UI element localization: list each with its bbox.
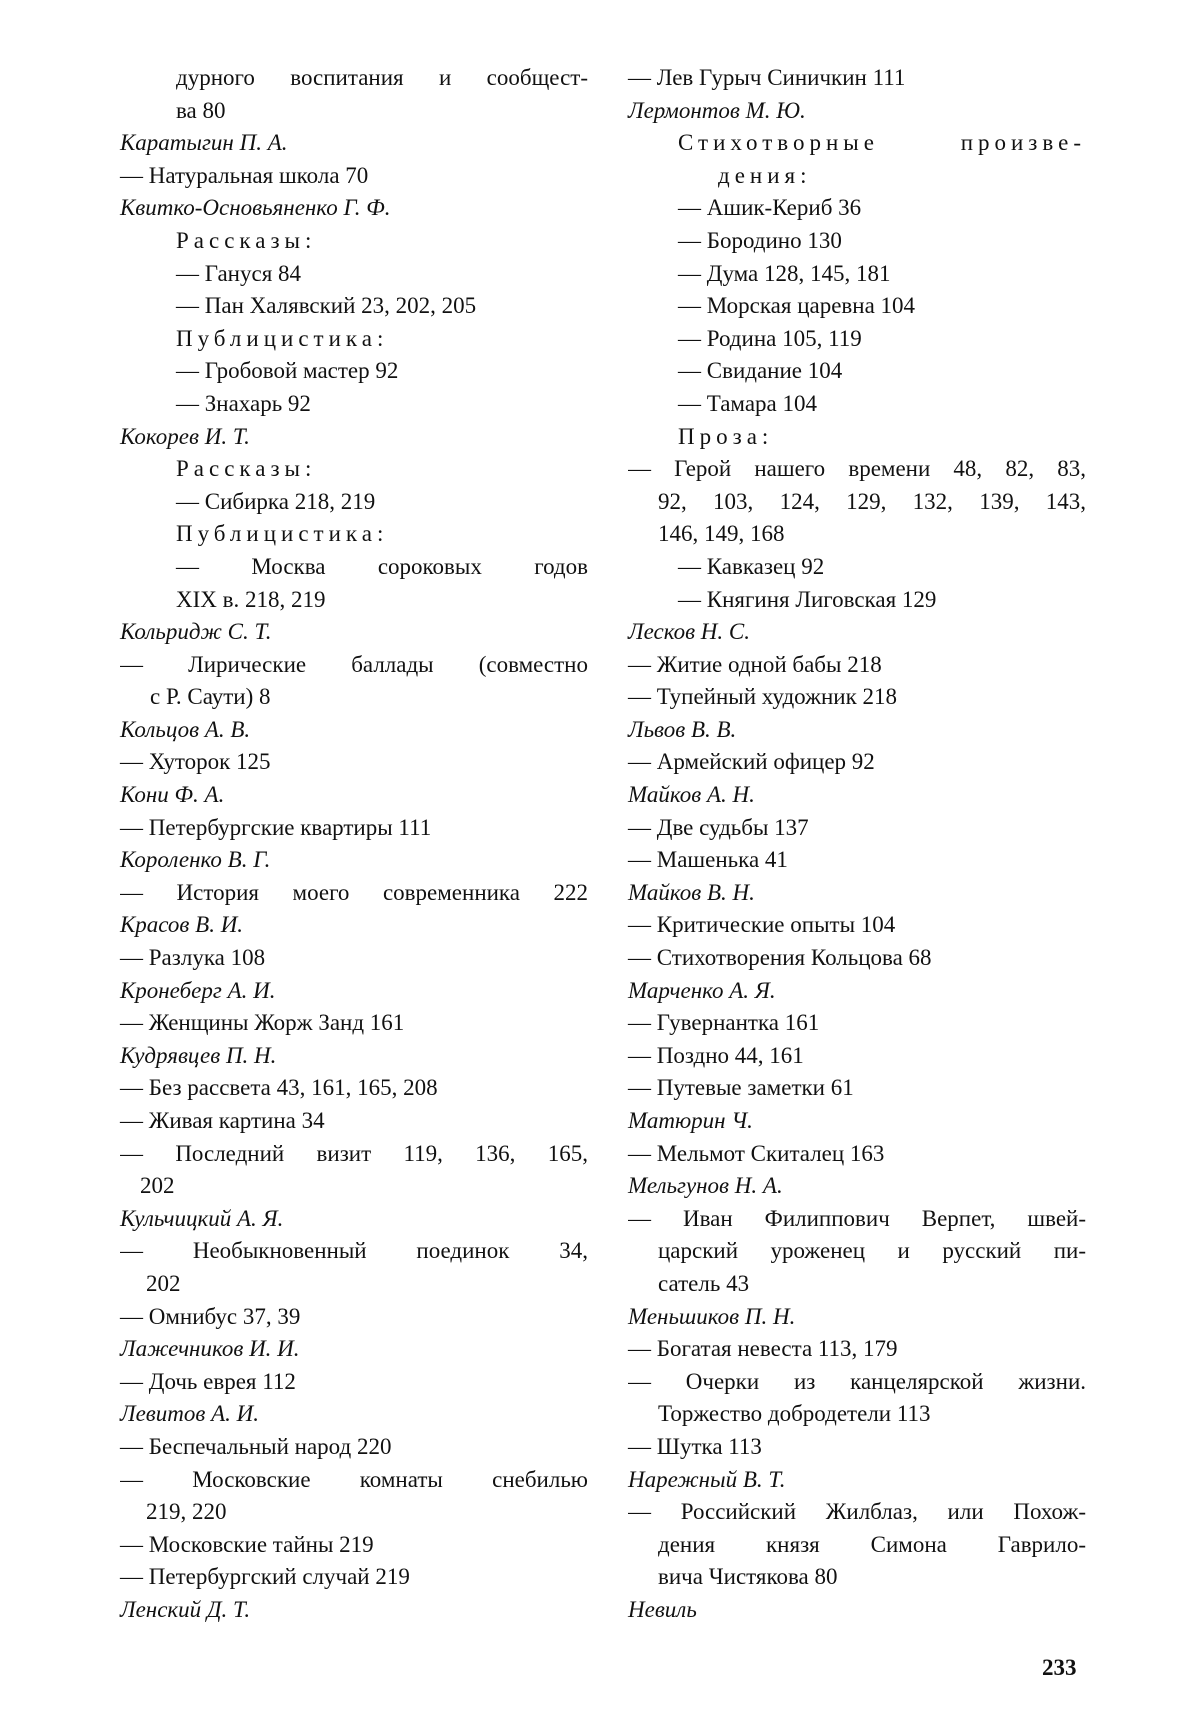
- index-work-entry: — Последний визит 119, 136, 165,: [120, 1140, 588, 1166]
- index-work-entry: — Морская царевна 104: [678, 293, 916, 319]
- index-work-entry: — Гробовой мастер 92: [176, 358, 399, 384]
- index-author: Каратыгин П. А.: [120, 130, 288, 156]
- index-work-entry: — Родина 105, 119: [678, 325, 862, 351]
- index-work-entry: — Мельмот Скиталец 163: [628, 1140, 885, 1166]
- index-work-entry: — Лирические баллады (совместно: [120, 651, 588, 677]
- index-work-entry: — Армейский офицер 92: [628, 749, 875, 775]
- index-work-entry: — История моего современника 222: [120, 879, 588, 905]
- index-author: Левитов А. И.: [120, 1401, 260, 1427]
- index-entry-continuation: вича Чистякова 80: [658, 1564, 838, 1590]
- index-work-entry: — Лев Гурыч Синичкин 111: [628, 65, 906, 90]
- index-work-entry: — Беспечальный народ 220: [120, 1433, 392, 1459]
- index-work-entry: — Московские тайны 219: [120, 1531, 374, 1557]
- index-author: Ленский Д. Т.: [120, 1596, 251, 1622]
- index-entry-continuation: дурного воспитания и сообщест-: [176, 65, 588, 90]
- index-work-entry: — Московские комнаты снебилью: [120, 1466, 588, 1492]
- index-work-entry: — Свидание 104: [678, 358, 843, 384]
- index-work-entry: — Без рассвета 43, 161, 165, 208: [120, 1075, 438, 1101]
- index-work-entry: — Иван Филиппович Верпет, швей-: [628, 1205, 1086, 1231]
- index-work-entry: — Гануся 84: [176, 260, 302, 286]
- index-work-entry: — Кавказец 92: [678, 553, 825, 579]
- index-work-entry: — Критические опыты 104: [628, 912, 896, 938]
- index-work-entry: — Знахарь 92: [176, 390, 311, 416]
- index-work-entry: — Российский Жилблаз, или Похож-: [628, 1499, 1086, 1525]
- index-entry-continuation: сатель 43: [658, 1270, 750, 1296]
- index-entry-continuation: дения князя Симона Гаврило-: [658, 1531, 1086, 1557]
- index-section-heading: Стихотворные произве-: [678, 130, 1086, 156]
- index-work-entry: — Петербургский случай 219: [120, 1564, 410, 1590]
- index-work-entry: — Пан Халявский 23, 202, 205: [176, 293, 477, 319]
- index-author: Мельгунов Н. А.: [628, 1173, 783, 1199]
- index-work-entry: — Тамара 104: [678, 390, 817, 416]
- index-work-entry: — Петербургские квартиры 111: [120, 814, 432, 840]
- index-work-entry: — Княгиня Лиговская 129: [678, 586, 937, 612]
- index-entry-continuation: Торжество добродетели 113: [658, 1401, 931, 1427]
- index-author: Лажечников И. И.: [120, 1336, 300, 1362]
- index-section-heading: Публицистика:: [176, 521, 389, 547]
- index-entry-continuation: с Р. Саути) 8: [150, 684, 271, 710]
- index-author: Красов В. И.: [120, 912, 244, 938]
- index-entry-continuation: XIX в. 218, 219: [176, 586, 326, 612]
- index-work-entry: — Поздно 44, 161: [628, 1042, 804, 1068]
- index-work-entry: — Хуторок 125: [120, 749, 271, 775]
- index-author: Матюрин Ч.: [628, 1108, 753, 1133]
- index-author: Кронеберг А. И.: [120, 977, 276, 1003]
- index-work-entry: — Гувернантка 161: [628, 1010, 820, 1036]
- index-work-entry: — Разлука 108: [120, 945, 266, 971]
- index-work-entry: — Тупейный художник 218: [628, 684, 898, 710]
- index-author: Квитко-Основьяненко Г. Ф.: [120, 195, 391, 221]
- index-work-entry: — Житие одной бабы 218: [628, 651, 882, 677]
- index-work-entry: — Сибирка 218, 219: [176, 488, 376, 514]
- index-work-entry: — Дума 128, 145, 181: [678, 260, 891, 286]
- index-work-entry: — Шутка 113: [628, 1433, 762, 1459]
- index-section-heading: Рассказы:: [176, 227, 317, 253]
- index-author: Кони Ф. А.: [120, 782, 225, 808]
- index-section-heading: дения:: [718, 162, 812, 188]
- index-work-entry: — Дочь еврея 112: [120, 1368, 296, 1394]
- index-work-entry: — Живая картина 34: [120, 1108, 325, 1133]
- page-number: 233: [1042, 1655, 1077, 1680]
- index-author: Кольцов А. В.: [120, 716, 251, 742]
- index-entry-continuation: ва 80: [176, 97, 226, 123]
- index-work-entry: — Омнибус 37, 39: [120, 1303, 301, 1329]
- index-entry-continuation: 219, 220: [146, 1499, 227, 1525]
- index-section-heading: Рассказы:: [176, 456, 317, 482]
- index-author: Кольридж С. Т.: [120, 619, 272, 645]
- index-left-column: [120, 62, 588, 1627]
- index-entry-continuation: царский уроженец и русский пи-: [658, 1238, 1086, 1264]
- index-author: Лермонтов М. Ю.: [628, 97, 806, 123]
- index-author: Майков В. Н.: [628, 879, 755, 905]
- index-work-entry: — Богатая невеста 113, 179: [628, 1336, 898, 1362]
- index-work-entry: — Ашик-Кериб 36: [678, 195, 862, 221]
- index-work-entry: — Натуральная школа 70: [120, 162, 369, 188]
- index-work-entry: — Герой нашего времени 48, 82, 83,: [628, 456, 1086, 482]
- index-author: Марченко А. Я.: [628, 977, 776, 1003]
- index-right-column: [628, 62, 1086, 1627]
- index-section-heading: Публицистика:: [176, 325, 389, 351]
- index-entry-continuation: 92, 103, 124, 129, 132, 139, 143,: [658, 488, 1086, 514]
- index-author: Кудрявцев П. Н.: [120, 1042, 277, 1068]
- index-section-heading: Проза:: [678, 423, 774, 449]
- index-work-entry: — Очерки из канцелярской жизни.: [628, 1368, 1086, 1394]
- index-author: Львов В. В.: [628, 716, 737, 742]
- index-work-entry: — Бородино 130: [678, 227, 842, 253]
- index-entry-continuation: 146, 149, 168: [658, 521, 785, 547]
- index-author: Нарежный В. Т.: [628, 1466, 786, 1492]
- index-work-entry: — Две судьбы 137: [628, 814, 809, 840]
- index-work-entry: — Стихотворения Кольцова 68: [628, 945, 932, 971]
- index-entry-continuation: 202: [140, 1173, 175, 1199]
- index-author: Меньшиков П. Н.: [628, 1303, 796, 1329]
- index-work-entry: — Необыкновенный поединок 34,: [120, 1238, 588, 1264]
- index-author: Кульчицкий А. Я.: [120, 1205, 284, 1231]
- index-work-entry: — Машенька 41: [628, 847, 788, 873]
- index-author: Лесков Н. С.: [628, 619, 751, 645]
- index-author: Короленко В. Г.: [120, 847, 271, 873]
- index-author: Майков А. Н.: [628, 782, 755, 808]
- index-work-entry: — Женщины Жорж Занд 161: [120, 1010, 405, 1036]
- index-entry-continuation: 202: [146, 1270, 181, 1296]
- index-work-entry: — Путевые заметки 61: [628, 1075, 854, 1101]
- index-author: Кокорев И. Т.: [120, 423, 250, 449]
- index-author: Невиль: [628, 1596, 697, 1622]
- index-work-entry: — Москва сороковых годов: [176, 553, 588, 579]
